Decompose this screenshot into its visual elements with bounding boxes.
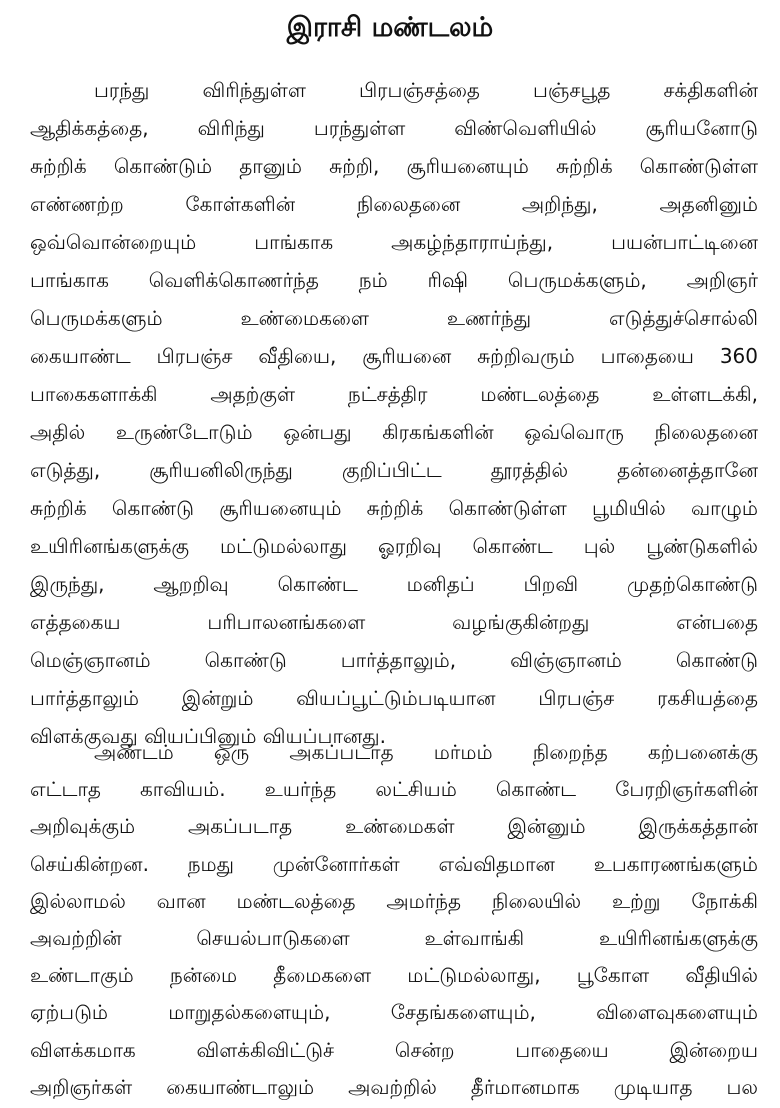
text-line: அறிஞர்கள் கையாண்டாலும் அவற்றில் தீர்மானமாக முடியாத பல	[30, 1074, 758, 1099]
text-line: ஒவ்வொன்றையும் பாங்காக அகழ்ந்தாராய்ந்து, பயன்பாட்டினை	[30, 230, 758, 254]
text-line: அண்டம் ஒரு அகப்படாத மர்மம் நிறைந்த கற்பனைக்கு	[94, 740, 758, 764]
paragraph-2	[30, 734, 758, 1106]
text-line: விளக்குவது வியப்பினும் வியப்பானது.	[30, 724, 386, 748]
text-line: அறிவுக்கும் அகப்படாத உண்மைகள் இன்னும் இருக்கத்தான்	[30, 814, 758, 839]
text-line: செய்கின்றன. நமது முன்னோர்கள் எவ்விதமான உபகாரணங்களும்	[30, 851, 758, 876]
text-line: சுற்றிக் கொண்டு சூரியனையும் சுற்றிக் கொண்டுள்ள பூமியில் வாழும்	[30, 496, 758, 520]
text-line: உயிரினங்களுக்கு மட்டுமல்லாது ஓரறிவு கொண்ட புல் பூண்டுகளில்	[30, 534, 758, 558]
text-line: இல்லாமல் வான மண்டலத்தை அமர்ந்த நிலையில் உற்று நோக்கி	[30, 888, 758, 913]
text-line: பார்த்தாலும் இன்றும் வியப்பூட்டும்படியான பிரபஞ்ச ரகசியத்தை	[30, 686, 758, 710]
text-line: பாகைகளாக்கி அதற்குள் நட்சத்திர மண்டலத்தை உள்ளடக்கி,	[30, 382, 758, 406]
page-title: இராசி மண்டலம்	[286, 12, 494, 43]
text-line: மெஞ்ஞானம் கொண்டு பார்த்தாலும், விஞ்ஞானம் கொண்டு	[30, 648, 758, 672]
text-line: பெருமக்களும் உண்மைகளை உணர்ந்து எடுத்துச்சொல்லி	[30, 306, 758, 330]
text-line: அவற்றின் செயல்பாடுகளை உள்வாங்கி உயிரினங்களுக்கு	[30, 925, 758, 950]
text-line: பரந்து விரிந்துள்ள பிரபஞ்சத்தை பஞ்சபூத சக்திகளின்	[94, 78, 758, 102]
text-line: இருந்து, ஆறறிவு கொண்ட மனிதப் பிறவி முதற்கொண்டு	[30, 572, 758, 596]
text-line: விளக்கமாக விளக்கிவிட்டுச் சென்ற பாதையை இன்றைய	[30, 1037, 758, 1062]
text-line: ஆதிக்கத்தை, விரிந்து பரந்துள்ள விண்வெளியில் சூரியனோடு	[30, 116, 758, 140]
text-line: அதில் உருண்டோடும் ஒன்பது கிரகங்களின் ஒவ்வொரு நிலைதனை	[30, 420, 758, 444]
text-line: எட்டாத காவியம். உயர்ந்த லட்சியம் கொண்ட பேரறிஞர்களின்	[30, 777, 758, 802]
text-line: பாங்காக வெளிக்கொணர்ந்த நம் ரிஷி பெருமக்களும், அறிஞர்	[30, 268, 758, 292]
text-line: உண்டாகும் நன்மை தீமைகளை மட்டுமல்லாது, பூகோள வீதியில்	[30, 963, 758, 988]
text-line: எடுத்து, சூரியனிலிருந்து குறிப்பிட்ட தூரத்தில் தன்னைத்தானே	[30, 458, 758, 482]
text-line: சுற்றிக் கொண்டும் தானும் சுற்றி, சூரியனையும் சுற்றிக் கொண்டுள்ள	[30, 154, 758, 178]
paragraph-1	[30, 71, 758, 755]
text-line: எத்தகைய பரிபாலனங்களை வழங்குகின்றது என்பதை	[30, 610, 758, 634]
text-line: ஏற்படும் மாறுதல்களையும், சேதங்களையும், விளைவுகளையும்	[30, 1000, 758, 1025]
text-line: கையாண்ட பிரபஞ்ச வீதியை, சூரியனை சுற்றிவரும் பாதையை 360	[30, 344, 758, 368]
text-line: எண்ணற்ற கோள்களின் நிலைதனை அறிந்து, அதனினும்	[30, 192, 758, 216]
